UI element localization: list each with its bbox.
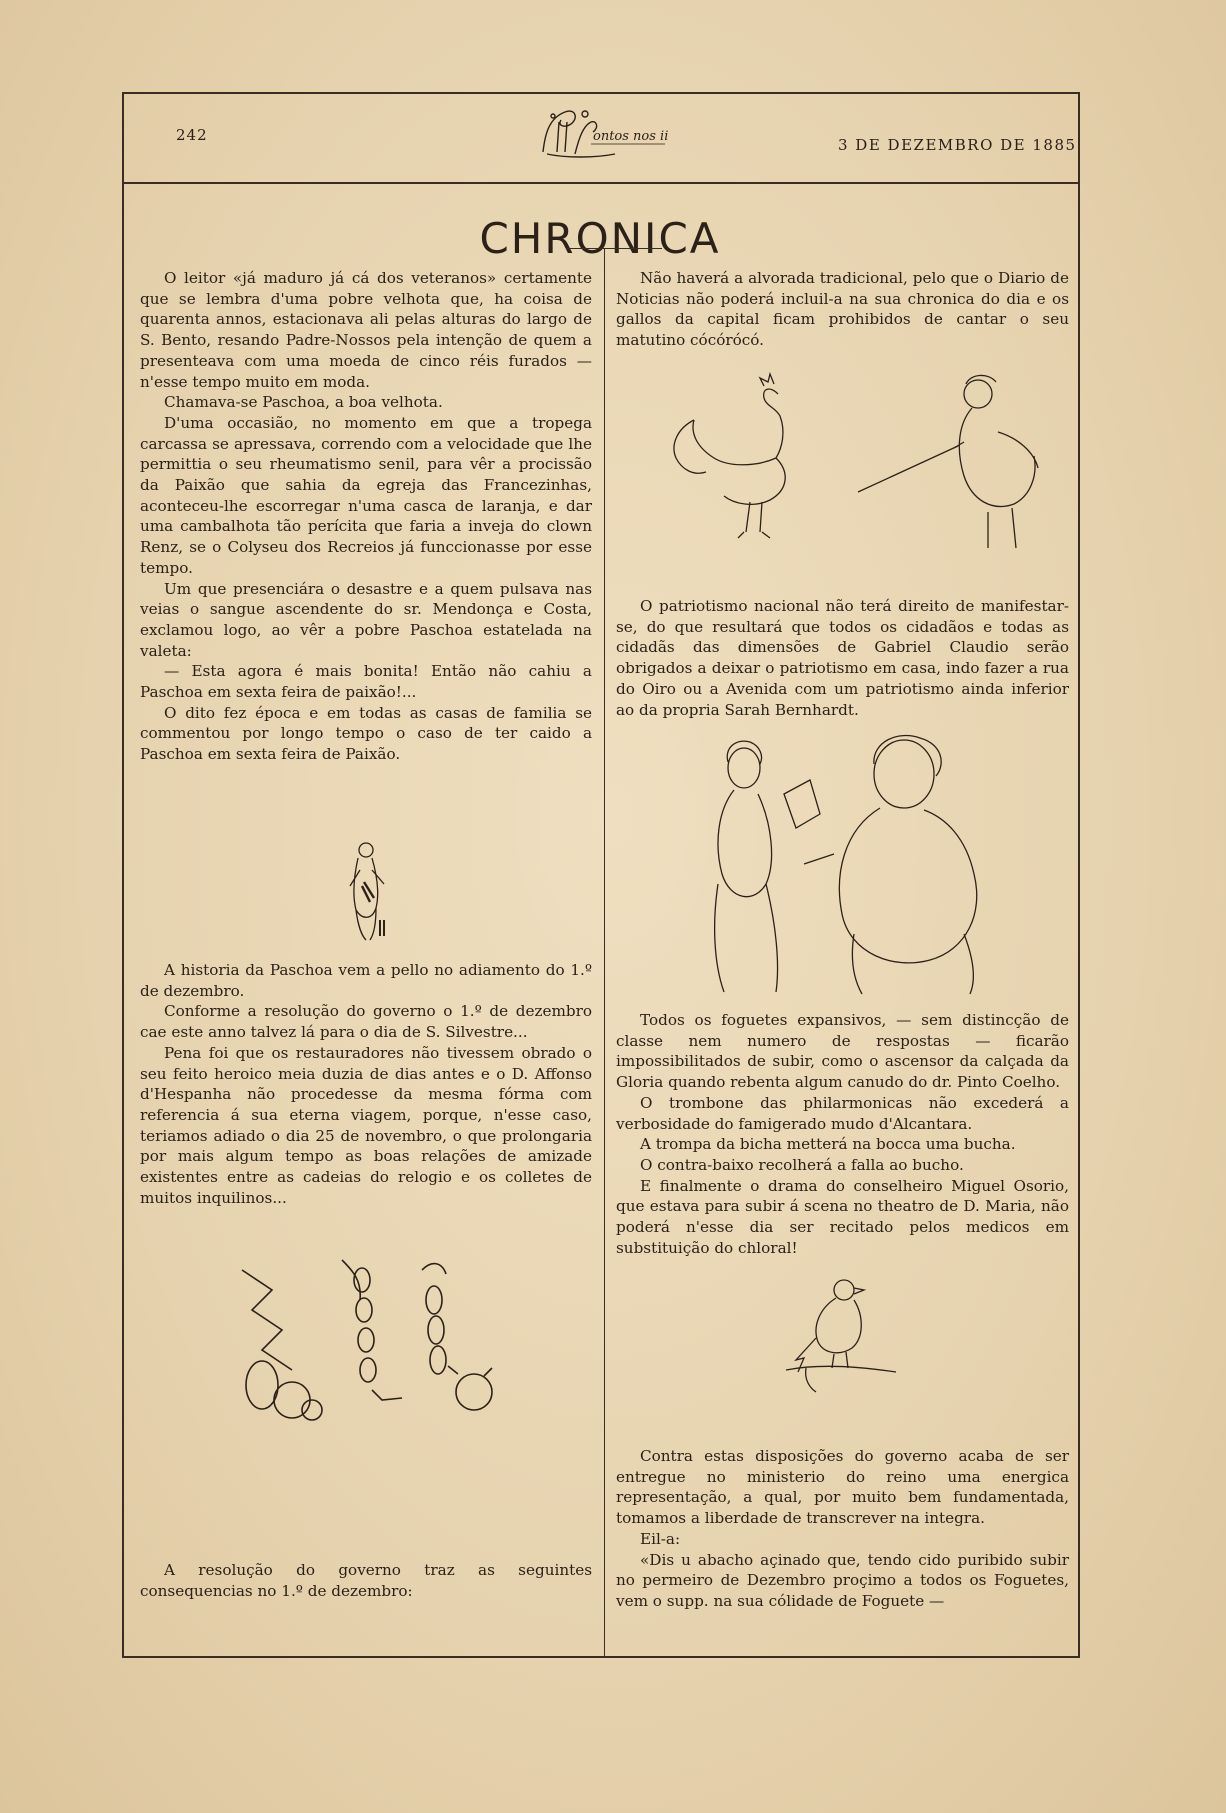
paragraph: O contra-baixo recolherá a falla ao bucho. — [640, 1155, 964, 1174]
paragraph: A historia da Paschoa vem a pello no adiamento do 1.º de dezembro. — [140, 961, 592, 1000]
paragraph: D'uma occasião, no momento em que a tropega carcassa se apressava, correndo com a velocidade que lhe permittia o seu rheumatismo senil, para vêr a procissão da Paixão que sahia da egreja das Francezinhas, aconteceu-lhe escorregar n'uma casca de laranja, e dar uma cambalhota tão perícita que faria a inveja do clown Renz, se o Colyseu dos Recreios já funccionasse por esse tempo. — [140, 413, 592, 577]
paragraph: A resolução do governo traz as seguintes consequencias no 1.º de dezembro: — [140, 1561, 592, 1600]
paragraph: Chamava-se Paschoa, a boa velhota. — [164, 393, 443, 412]
column-divider — [604, 248, 605, 1658]
left-column-block-1 — [140, 268, 592, 765]
header-rule — [122, 182, 1080, 184]
paragraph: Contra estas disposições do governo acaba de ser entregue no ministerio do reino uma energica representação, a qual, por muito bem fundamentada, tomamos a liberdade de transcrever na integra. — [616, 1447, 1069, 1528]
right-column-block-2 — [616, 596, 1069, 720]
paragraph: O dito fez época e em todas as casas de familia se commentou por longo tempo o caso de ter caido a Paschoa em sexta feira de Paixão. — [140, 703, 592, 764]
bird-on-branch-illustration — [776, 1268, 906, 1396]
paragraph: O leitor «já maduro já cá dos veteranos» certamente que se lembra d'uma pobre velhota que, ha coisa de quarenta annos, estacionava ali pelas alturas do largo de S. Bento, resando Padre-Nossos pela intenção de quem a presenteava com uma moeda de cinco réis furados — n'esse tempo muito em moda. — [140, 269, 592, 391]
section-title: CHRONICA — [479, 214, 721, 264]
paragraph: O patriotismo nacional não terá direito de manifestar-se, do que resultará que todos os cidadãos e todas as cidadãs das dimensões de Gabriel Claudio serão obrigados a deixar o patriotismo em casa, indo fazer a rua do Oiro ou a Avenida com um patriotismo ainda inferior ao da propria Sarah Bernhardt. — [616, 597, 1069, 719]
paragraph: A trompa da bicha metterá na bocca uma bucha. — [640, 1135, 1016, 1154]
paragraph: Eil-a: — [640, 1529, 681, 1548]
paragraph: Conforme a resolução do governo o 1.º de dezembro cae este anno talvez lá para o dia de S. Silvestre... — [140, 1002, 592, 1042]
paragraph: O trombone das philarmonicas não excederá a verbosidade do famigerado mudo d'Alcantara. — [616, 1093, 1069, 1133]
issue-date: 3 DE DEZEMBRO DE 1885 — [838, 136, 1077, 154]
paragraph: Não haverá a alvorada tradicional, pelo que o Diario de Noticias não poderá incluil-a na sua chronica do dia e os gallos da capital ficam prohibidos de cantar o seu matutino cócórócó. — [616, 269, 1069, 350]
paragraph: Um que presenciára o desastre e a quem pulsava nas veias o sangue ascendente do sr. Mendonça e Costa, exclamou logo, ao vêr a pobre Paschoa estatelada na valeta: — [140, 579, 592, 660]
left-column-block-2 — [140, 960, 592, 1208]
right-column-block-1 — [616, 268, 1069, 351]
paragraph: Pena foi que os restauradores não tivessem obrado o seu feito heroico meia duzia de dias antes e o D. Affonso d'Hespanha não procedesse da mesma fórma com referencia á sua eterna viagem, porque, n'esse caso, teriamos adiado o dia 25 de novembro, o que prolongaria por mais algum tempo as boas relações de amizade existentes entre as cadeias do relogio e os colletes de muitos inquilinos... — [140, 1043, 592, 1207]
chains-illustration — [222, 1250, 522, 1425]
masthead-logo — [535, 104, 685, 160]
paragraph: «Dis u abacho açinado que, tendo cido puribido subir no permeiro de Dezembro proçimo a todos os Foguetes, vem o supp. na sua cólidade de Foguete — — [616, 1550, 1069, 1610]
masthead-logo-art — [535, 104, 685, 160]
old-woman-falling-illustration — [336, 836, 396, 946]
two-women-illustration — [684, 734, 1014, 996]
svg-text:ontos nos ii: ontos nos ii — [593, 129, 669, 144]
page-number: 242 — [176, 126, 208, 144]
right-column-block-3 — [616, 1010, 1069, 1258]
paragraph: Todos os foguetes expansivos, — sem distincção de classe nem numero de respostas — ficarão impossibilitados de subir, como o ascensor da calçada da Gloria quando rebenta algum canudo do dr. Pinto Coelho. — [616, 1011, 1069, 1092]
paragraph: E finalmente o drama do conselheiro Miguel Osorio, que estava para subir á scena no theatro de D. Maria, não poderá n'esse dia ser recitado pelos medicos em substituição do chloral! — [616, 1176, 1069, 1257]
right-column-block-4 — [616, 1446, 1069, 1612]
left-column-block-3 — [140, 1560, 592, 1601]
title-rule — [566, 248, 662, 249]
rooster-and-man-illustration — [658, 372, 1058, 557]
paragraph: — Esta agora é mais bonita! Então não cahiu a Paschoa em sexta feira de paixão!... — [140, 662, 592, 702]
